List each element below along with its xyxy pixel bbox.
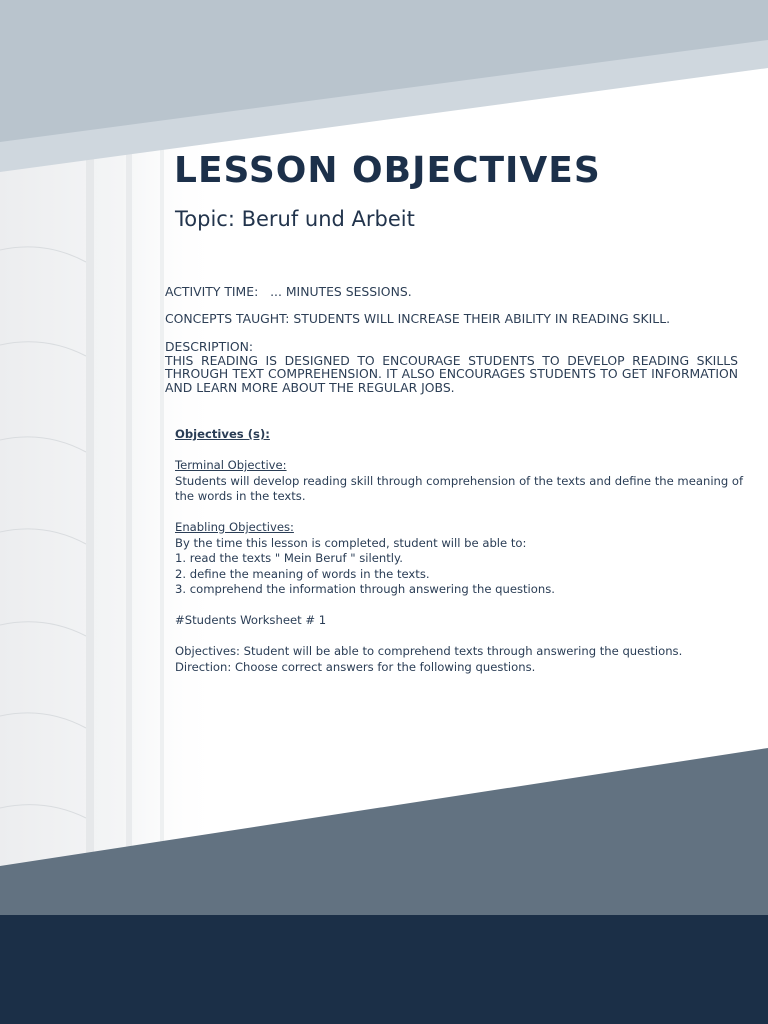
enabling-objective-item: 1. read the texts " Mein Beruf " silently. bbox=[175, 551, 403, 565]
terminal-objective bbox=[175, 458, 760, 505]
objectives-heading-text: Objectives (s): bbox=[175, 427, 270, 441]
description-text: THIS READING IS DESIGNED TO ENCOURAGE STUDENTS TO DEVELOP READING SKILLS THROUGH TEXT COMPREHENSION. IT ALSO ENCOURAGES STUDENTS TO GET INFORMATION AND LEARN MORE ABOUT THE REGULAR JOBS. bbox=[165, 352, 738, 395]
enabling-objective-item: 2. define the meaning of words in the texts. bbox=[175, 566, 430, 581]
worksheet-instructions bbox=[175, 644, 760, 675]
enabling-objective-item: 3. comprehend the information through answering the questions. bbox=[175, 582, 555, 596]
activity-time-label: ACTIVITY TIME: bbox=[165, 284, 259, 299]
bottom-navy-block bbox=[0, 915, 768, 1024]
worksheet-title bbox=[175, 613, 760, 629]
window-frame-post bbox=[126, 130, 132, 900]
worksheet-direction-line: Direction: Choose correct answers for the following questions. bbox=[175, 659, 536, 674]
enabling-objectives-heading: Enabling Objectives: bbox=[175, 520, 294, 534]
worksheet-title-text: #Students Worksheet # 1 bbox=[175, 613, 327, 627]
topic-line: Topic: Beruf und Arbeit bbox=[175, 207, 415, 231]
page-title: LESSON OBJECTIVES bbox=[174, 150, 601, 191]
worksheet-objectives-line: Objectives: Student will be able to comprehend texts through answering the questions. bbox=[175, 644, 683, 658]
objectives-heading bbox=[175, 427, 760, 443]
activity-time-value: ... MINUTES SESSIONS. bbox=[270, 284, 412, 299]
enabling-objectives-intro: By the time this lesson is completed, student will be able to: bbox=[175, 535, 527, 550]
concepts-taught bbox=[165, 312, 738, 326]
terminal-objective-text: Students will develop reading skill through comprehension of the texts and define the meaning of the words in the texts. bbox=[175, 473, 744, 503]
enabling-objectives bbox=[175, 520, 760, 598]
concepts-taught-label: CONCEPTS TAUGHT: bbox=[165, 311, 290, 326]
activity-time bbox=[165, 285, 738, 299]
terminal-objective-heading: Terminal Objective: bbox=[175, 458, 287, 472]
description-label: DESCRIPTION: bbox=[165, 339, 254, 354]
concepts-taught-value: STUDENTS WILL INCREASE THEIR ABILITY IN READING SKILL. bbox=[293, 311, 671, 326]
window-frame-post bbox=[86, 140, 94, 900]
description-block bbox=[165, 340, 738, 394]
window-frame-post bbox=[160, 130, 164, 900]
